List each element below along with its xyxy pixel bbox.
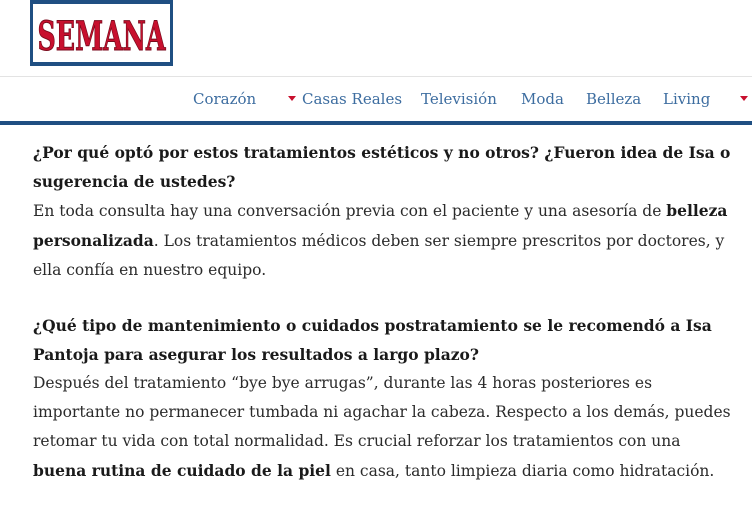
chevron-down-icon[interactable] [288,96,296,101]
site-header [0,0,752,77]
qa-block [33,311,738,486]
nav-item-belleza[interactable]: Belleza [586,90,642,108]
logo-text: SEMANA [37,13,167,60]
answer-bold-segment: buena rutina de cuidado de la piel [33,461,331,480]
article-body [33,138,738,512]
answer-text [33,196,738,285]
answer-text [33,369,738,486]
answer-segment: Después del tratamiento “bye bye arrugas”, durante las 4 horas posteriores es importante no permanecer tumbada ni agachar la cabeza. Respecto a los demás, puedes retomar tu vida con total normalidad. Es crucial reforzar los tratamientos con una [33,374,731,450]
answer-bold-segment: belleza personalizada [33,201,728,250]
answer-segment: . Los tratamientos médicos deben ser siempre prescritos por doctores, y ella confía en nuestro equipo. [33,232,725,279]
nav-item-casas-reales[interactable]: Casas Reales [302,90,403,108]
answer-segment: En toda consulta hay una conversación previa con el paciente y una asesoría de [33,202,667,220]
question-text: ¿Qué tipo de mantenimiento o cuidados postratamiento se le recomendó a Isa Pantoja para asegurar los resultados a largo plazo? [33,316,712,364]
semana-logo[interactable] [30,0,173,66]
qa-block [33,138,738,285]
answer-segment: en casa, tanto limpieza diaria como hidratación. [330,462,715,480]
chevron-down-icon[interactable] [740,96,748,101]
nav-item-living[interactable]: Living [663,90,711,108]
main-nav [0,77,752,121]
question-text: ¿Por qué optó por estos tratamientos estéticos y no otros? ¿Fueron idea de Isa o sugerencia de ustedes? [33,143,731,191]
nav-item-corazon[interactable]: Corazón [193,90,257,108]
nav-item-moda[interactable]: Moda [521,90,564,108]
nav-item-television[interactable]: Televisión [421,90,497,108]
nav-divider [0,121,752,125]
